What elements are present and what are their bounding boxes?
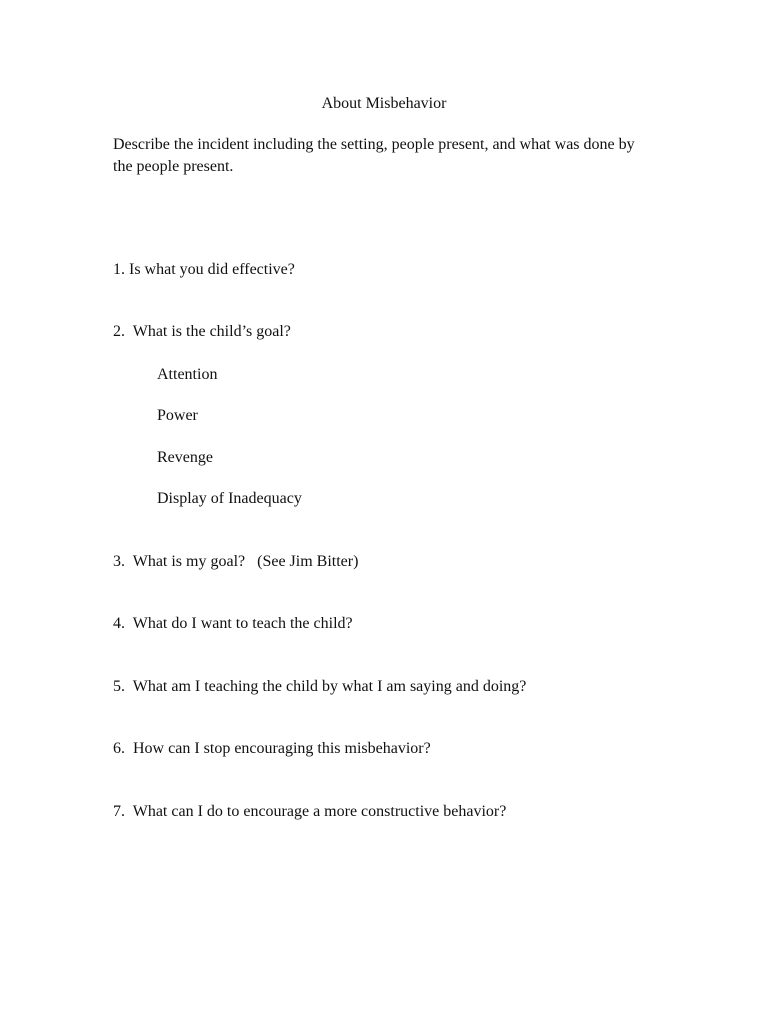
goal-option-revenge: Revenge [157,449,213,466]
goal-option-attention: Attention [157,366,218,383]
question-4: 4. What do I want to teach the child? [113,615,353,632]
goal-option-display-of-inadequacy: Display of Inadequacy [157,490,302,507]
question-5: 5. What am I teaching the child by what I am saying and doing? [113,678,527,695]
question-7: 7. What can I do to encourage a more constructive behavior? [113,803,507,820]
goal-option-power: Power [157,407,198,424]
question-2: 2. What is the child’s goal? [113,323,291,340]
question-3: 3. What is my goal? (See Jim Bitter) [113,553,359,570]
intro-paragraph: Describe the incident including the setting, people present, and what was done by the people present. [113,136,635,175]
document-title: About Misbehavior [321,95,447,112]
question-6: 6. How can I stop encouraging this misbehavior? [113,740,431,757]
question-1: 1. Is what you did effective? [113,261,295,278]
